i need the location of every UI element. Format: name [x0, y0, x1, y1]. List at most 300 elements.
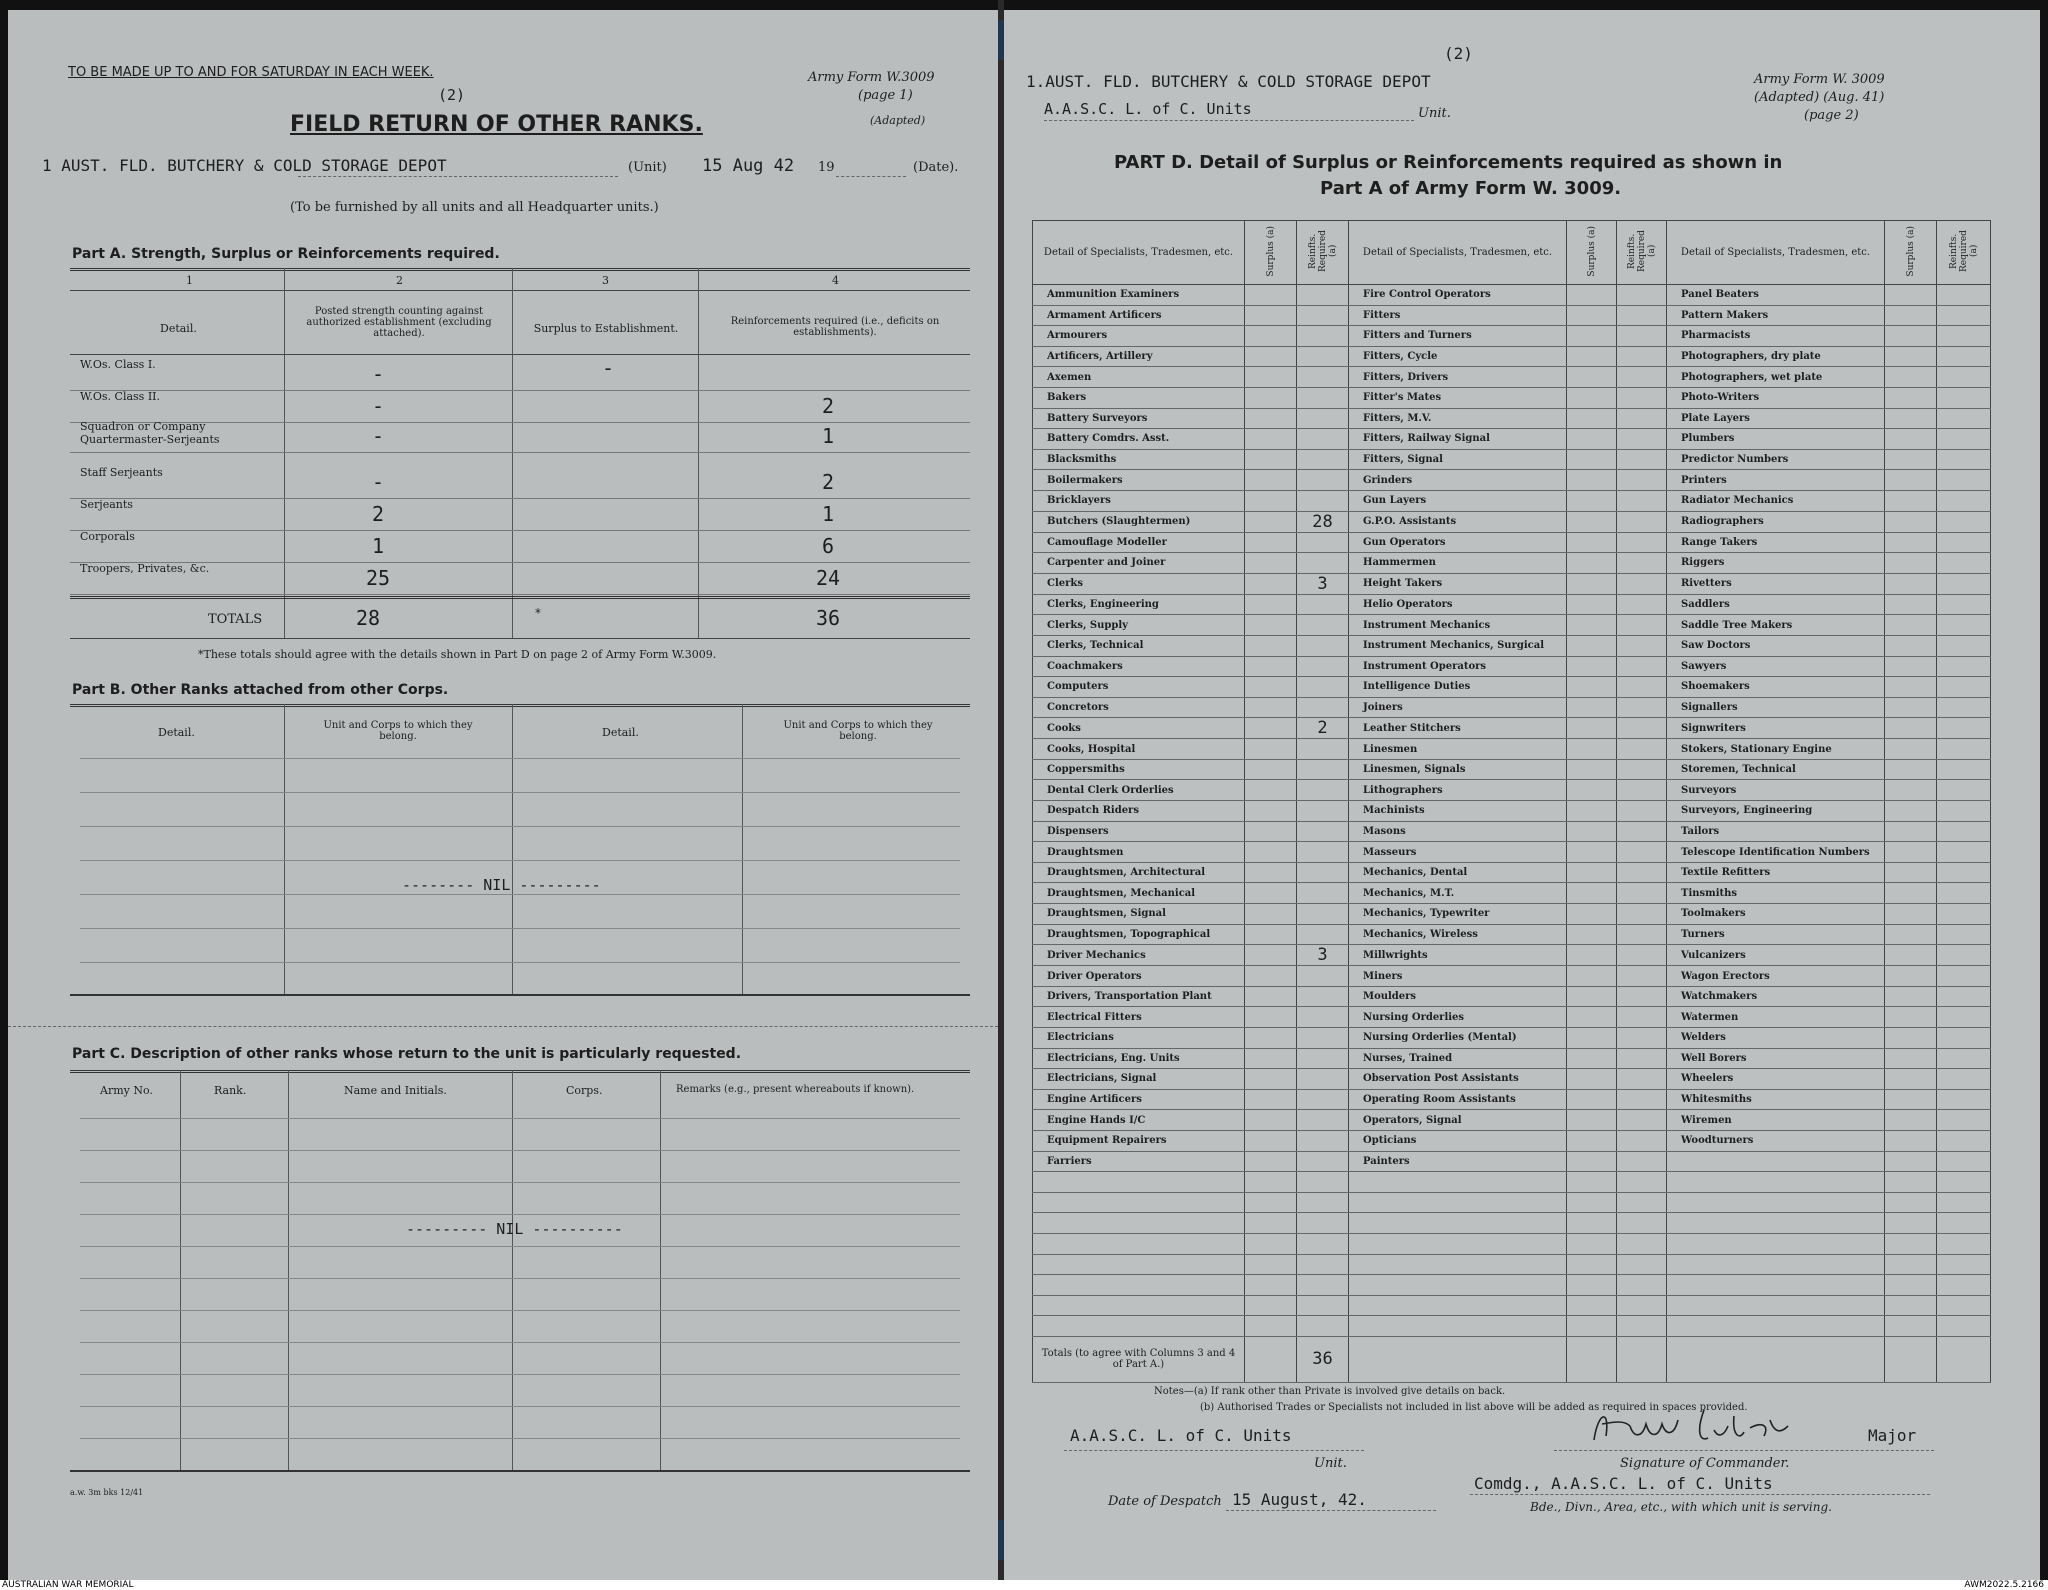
partD-title-2: Part A of Army Form W. 3009. [1320, 178, 1622, 199]
trade-name: Woodturners [1667, 1130, 1885, 1151]
trade-reinf [1297, 470, 1349, 491]
year-prefix: 19 [818, 160, 835, 175]
trade-name: Saddlers [1667, 594, 1885, 615]
trade-reinf [1297, 367, 1349, 388]
partB-col-unit: Unit and Corps to which they belong. [323, 720, 473, 742]
page-number: (2) [438, 86, 466, 104]
header-note: TO BE MADE UP TO AND FOR SATURDAY IN EACH WEEK. [68, 65, 434, 80]
trade-name: Fitters, Cycle [1349, 346, 1567, 367]
trade-name: Concretors [1033, 697, 1245, 718]
partD-row [1033, 718, 1991, 739]
partC-rule [80, 1374, 960, 1375]
partA-row-posted: 25 [365, 566, 391, 590]
partC-rule [80, 1438, 960, 1439]
trade-name: Electricians [1033, 1028, 1245, 1049]
trade-name: Instrument Mechanics [1349, 615, 1567, 636]
trade-name: Height Takers [1349, 573, 1567, 594]
trade-name: Driver Mechanics [1033, 945, 1245, 966]
trade-name: Well Borers [1667, 1048, 1885, 1069]
partD-row [1033, 635, 1991, 656]
partD-row [1033, 387, 1991, 408]
trade-name: Intelligence Duties [1349, 677, 1567, 698]
partD-table [1032, 220, 1991, 1383]
trade-name: Driver Operators [1033, 966, 1245, 987]
form-id: Army Form W.3009 [808, 70, 935, 85]
trade-reinf [1297, 966, 1349, 987]
partD-row [1033, 862, 1991, 883]
unit-label: Unit. [1418, 106, 1451, 121]
col-num: 1 [186, 274, 193, 287]
partA-col-detail: Detail. [160, 322, 197, 335]
bde-label: Bde., Divn., Area, etc., with which unit is serving. [1530, 1500, 1832, 1514]
trade-name: Storemen, Technical [1667, 759, 1885, 780]
trade-name: Leather Stitchers [1349, 718, 1567, 739]
partD-title-1: PART D. Detail of Surplus or Reinforcements required as shown in [1114, 152, 1783, 173]
trade-name: Dispensers [1033, 821, 1245, 842]
partA-row-posted: - [371, 424, 385, 448]
partA-row-reinf: 1 [821, 502, 835, 526]
partC-rule [80, 1406, 960, 1407]
partB-col-unit2: Unit and Corps to which they belong. [783, 720, 933, 742]
trade-reinf [1297, 656, 1349, 677]
partC-heading: Part C. Description of other ranks whose return to the unit is particularly requested. [72, 1046, 742, 1062]
partD-row [1033, 1069, 1991, 1090]
trade-name: G.P.O. Assistants [1349, 511, 1567, 532]
col-reinf: Reinfts. Required (a) [1626, 230, 1657, 272]
partC-rule [80, 1150, 960, 1151]
trade-name: Electrical Fitters [1033, 1007, 1245, 1028]
trade-name: Watermen [1667, 1007, 1885, 1028]
trade-name: Engine Artificers [1033, 1089, 1245, 1110]
trade-name: Radiographers [1667, 511, 1885, 532]
trade-name [1667, 1151, 1885, 1172]
footer [0, 1580, 2048, 1590]
trade-reinf [1297, 615, 1349, 636]
unit-name: 1 AUST. FLD. BUTCHERY & COLD STORAGE DEPOT [42, 156, 447, 175]
trade-name: Photographers, wet plate [1667, 367, 1885, 388]
trade-name: Drivers, Transportation Plant [1033, 986, 1245, 1007]
trade-name: Fitters [1349, 305, 1567, 326]
form-id: Army Form W. 3009 [1754, 72, 1885, 87]
partD-row [1033, 573, 1991, 594]
partD-row [1033, 1151, 1991, 1172]
partD-row [1033, 1275, 1991, 1296]
trade-name: Carpenter and Joiner [1033, 553, 1245, 574]
partD-row [1033, 945, 1991, 966]
date-label: (Date). [913, 160, 959, 175]
trade-name: Mechanics, Wireless [1349, 924, 1567, 945]
trade-reinf [1297, 1110, 1349, 1131]
trade-name: Gun Layers [1349, 490, 1567, 511]
trade-name: Operators, Signal [1349, 1110, 1567, 1131]
trade-reinf [1297, 1069, 1349, 1090]
partD-row [1033, 449, 1991, 470]
partB-rule [80, 826, 960, 827]
trade-name: Welders [1667, 1028, 1885, 1049]
partB-rule [80, 894, 960, 895]
partA-row-line [70, 594, 970, 595]
col-surplus: Surplus (a) [1586, 225, 1597, 277]
trade-reinf: 3 [1297, 573, 1349, 594]
partA-row-posted: - [371, 394, 385, 418]
partA-row-detail: W.Os. Class II. [80, 390, 161, 403]
partA-row-line [70, 452, 970, 453]
partB-col-detail: Detail. [158, 726, 195, 739]
despatch-label: Date of Despatch [1108, 1494, 1222, 1509]
partD-row [1033, 1192, 1991, 1213]
trade-name: Predictor Numbers [1667, 449, 1885, 470]
trade-name: Clerks, Supply [1033, 615, 1245, 636]
trade-name: Plumbers [1667, 429, 1885, 450]
trade-name: Engine Hands I/C [1033, 1110, 1245, 1131]
trade-name: Nursing Orderlies [1349, 1007, 1567, 1028]
trade-name: Tinsmiths [1667, 883, 1885, 904]
trade-name: Wagon Erectors [1667, 966, 1885, 987]
form-title: FIELD RETURN OF OTHER RANKS. [290, 112, 703, 137]
col-num: 2 [396, 274, 403, 287]
partA-row-reinf: 1 [821, 424, 835, 448]
trade-name: Axemen [1033, 367, 1245, 388]
partD-row [1033, 1295, 1991, 1316]
trade-name: Whitesmiths [1667, 1089, 1885, 1110]
trade-name: Machinists [1349, 801, 1567, 822]
trade-name: Draughtsmen, Topographical [1033, 924, 1245, 945]
trade-name: Tailors [1667, 821, 1885, 842]
trade-reinf [1297, 883, 1349, 904]
trade-reinf [1297, 904, 1349, 925]
partC-rule [80, 1342, 960, 1343]
signature-label: Signature of Commander. [1620, 1456, 1790, 1471]
partC-col-rank: Rank. [214, 1084, 247, 1097]
footer-right: AWM2022.5.2166 [1964, 1580, 2044, 1590]
comdg: Comdg., A.A.S.C. L. of C. Units [1474, 1474, 1773, 1493]
totals-reinf: 36 [815, 606, 841, 630]
trade-reinf: 2 [1297, 718, 1349, 739]
trade-reinf [1297, 1130, 1349, 1151]
partC-rule [80, 1214, 960, 1215]
partD-row [1033, 429, 1991, 450]
partA-row-posted: 2 [371, 502, 385, 526]
trade-name: Pattern Makers [1667, 305, 1885, 326]
commander-signature [1584, 1402, 1804, 1450]
trade-name: Clerks, Engineering [1033, 594, 1245, 615]
partA-row-detail: Squadron or Company Quartermaster-Serjeants [80, 420, 220, 446]
trade-name: Saw Doctors [1667, 635, 1885, 656]
partC-col-armyno: Army No. [100, 1084, 153, 1097]
trade-reinf [1297, 635, 1349, 656]
partD-row [1033, 285, 1991, 306]
trade-name: Surveyors [1667, 780, 1885, 801]
trade-reinf [1297, 305, 1349, 326]
trade-name: Signallers [1667, 697, 1885, 718]
trade-name: Instrument Mechanics, Surgical [1349, 635, 1567, 656]
partC-col-remarks: Remarks (e.g., present whereabouts if known). [676, 1084, 915, 1095]
trade-name: Joiners [1349, 697, 1567, 718]
trade-name: Grinders [1349, 470, 1567, 491]
trade-name: Rivetters [1667, 573, 1885, 594]
trade-name: Toolmakers [1667, 904, 1885, 925]
col-detail: Detail of Specialists, Tradesmen, etc. [1667, 221, 1885, 285]
trade-reinf [1297, 821, 1349, 842]
page-1 [8, 10, 998, 1580]
partA-col-reinf: Reinforcements required (i.e., deficits on establishments). [730, 316, 940, 338]
trade-name: Linesmen [1349, 739, 1567, 760]
partA-row-reinf: 2 [821, 470, 835, 494]
partA-row-detail: W.Os. Class I. [80, 358, 156, 371]
partD-row [1033, 780, 1991, 801]
trade-reinf: 3 [1297, 945, 1349, 966]
partC-col-corps: Corps. [566, 1084, 603, 1097]
trade-name: Dental Clerk Orderlies [1033, 780, 1245, 801]
trade-name: Painters [1349, 1151, 1567, 1172]
unit-name: 1.AUST. FLD. BUTCHERY & COLD STORAGE DEPOT [1026, 72, 1431, 91]
print-code: a.w. 3m bks 12/41 [70, 1488, 144, 1497]
despatch-value: 15 August, 42. [1232, 1490, 1367, 1509]
trade-name: Bakers [1033, 387, 1245, 408]
trade-reinf [1297, 346, 1349, 367]
trade-name: Mechanics, Dental [1349, 862, 1567, 883]
partB-col-detail2: Detail. [602, 726, 639, 739]
trade-name: Masons [1349, 821, 1567, 842]
trade-name: Wiremen [1667, 1110, 1885, 1131]
trade-name: Masseurs [1349, 842, 1567, 863]
partA-row-detail: Troopers, Privates, &c. [80, 562, 210, 575]
partD-row [1033, 1233, 1991, 1254]
col-surplus: Surplus (a) [1265, 225, 1276, 277]
trade-name: Fire Control Operators [1349, 285, 1567, 306]
trade-name: Fitters, Railway Signal [1349, 429, 1567, 450]
trade-name: Bricklayers [1033, 490, 1245, 511]
partA-row-posted: - [371, 470, 385, 494]
trade-reinf [1297, 429, 1349, 450]
trade-reinf [1297, 532, 1349, 553]
totals-posted: 28 [355, 606, 381, 630]
commander-rank: Major [1868, 1426, 1917, 1445]
trade-name: Nurses, Trained [1349, 1048, 1567, 1069]
unit-sign: A.A.S.C. L. of C. Units [1070, 1426, 1292, 1445]
col-reinf: Reinfts. Required (a) [1948, 230, 1979, 272]
trade-reinf [1297, 677, 1349, 698]
trade-reinf [1297, 387, 1349, 408]
trade-name: Despatch Riders [1033, 801, 1245, 822]
partD-row [1033, 511, 1991, 532]
partB-nil: -------- NIL --------- [402, 876, 601, 894]
trade-name: Electricians, Signal [1033, 1069, 1245, 1090]
partD-row [1033, 1316, 1991, 1337]
partD-row [1033, 904, 1991, 925]
trade-name: Draughtsmen, Architectural [1033, 862, 1245, 883]
trade-reinf [1297, 408, 1349, 429]
adapted-label: (Adapted) (Aug. 41) [1754, 90, 1885, 105]
trade-name: Blacksmiths [1033, 449, 1245, 470]
trade-name: Surveyors, Engineering [1667, 801, 1885, 822]
trade-reinf [1297, 594, 1349, 615]
partA-heading: Part A. Strength, Surplus or Reinforcements required. [72, 246, 500, 262]
partA-row-posted: - [371, 362, 385, 386]
trade-reinf [1297, 449, 1349, 470]
partD-row [1033, 986, 1991, 1007]
page-number: (2) [1444, 44, 1473, 63]
trade-name: Mechanics, M.T. [1349, 883, 1567, 904]
partD-row [1033, 615, 1991, 636]
col-detail: Detail of Specialists, Tradesmen, etc. [1349, 221, 1567, 285]
partD-row [1033, 470, 1991, 491]
trade-reinf [1297, 1007, 1349, 1028]
partD-row [1033, 1172, 1991, 1193]
trade-reinf [1297, 801, 1349, 822]
trade-name: Plate Layers [1667, 408, 1885, 429]
partB-rule [80, 928, 960, 929]
trade-name: Photographers, dry plate [1667, 346, 1885, 367]
page-label: (page 1) [858, 88, 913, 103]
partD-row [1033, 677, 1991, 698]
trade-reinf [1297, 1089, 1349, 1110]
trade-reinf [1297, 842, 1349, 863]
partD-row [1033, 1213, 1991, 1234]
trade-name: Artificers, Artillery [1033, 346, 1245, 367]
partA-row-surplus: - [601, 356, 615, 380]
trade-name: Helio Operators [1349, 594, 1567, 615]
trade-name: Watchmakers [1667, 986, 1885, 1007]
trade-name: Coppersmiths [1033, 759, 1245, 780]
trade-reinf [1297, 326, 1349, 347]
partD-row [1033, 1254, 1991, 1275]
trade-name: Fitters and Turners [1349, 326, 1567, 347]
trade-reinf [1297, 759, 1349, 780]
trade-name: Panel Beaters [1667, 285, 1885, 306]
trade-name: Riggers [1667, 553, 1885, 574]
partB-rule [80, 758, 960, 759]
page-label: (page 2) [1804, 108, 1859, 123]
trade-name: Fitters, M.V. [1349, 408, 1567, 429]
partD-row [1033, 966, 1991, 987]
trade-reinf [1297, 553, 1349, 574]
trade-name: Photo-Writers [1667, 387, 1885, 408]
trade-name: Shoemakers [1667, 677, 1885, 698]
partD-row [1033, 821, 1991, 842]
trade-name: Farriers [1033, 1151, 1245, 1172]
trade-reinf [1297, 697, 1349, 718]
trade-reinf: 28 [1297, 511, 1349, 532]
partD-row [1033, 883, 1991, 904]
trade-name: Mechanics, Typewriter [1349, 904, 1567, 925]
trade-reinf [1297, 285, 1349, 306]
partD-row [1033, 553, 1991, 574]
totals-label: Totals (to agree with Columns 3 and 4 of Part A.) [1033, 1336, 1245, 1382]
trade-name: Stokers, Stationary Engine [1667, 739, 1885, 760]
partD-row [1033, 490, 1991, 511]
partD-row [1033, 842, 1991, 863]
trade-name: Clerks, Technical [1033, 635, 1245, 656]
col-num: 3 [602, 274, 609, 287]
furnish-note: (To be furnished by all units and all Headquarter units.) [290, 200, 659, 215]
partD-row [1033, 1110, 1991, 1131]
trade-name: Armourers [1033, 326, 1245, 347]
trade-reinf [1297, 1048, 1349, 1069]
partD-row [1033, 326, 1991, 347]
trade-name: Draughtsmen [1033, 842, 1245, 863]
date-value: 15 Aug 42 [702, 156, 795, 176]
partB-rule [80, 792, 960, 793]
trade-name: Wheelers [1667, 1069, 1885, 1090]
trade-reinf [1297, 1028, 1349, 1049]
trade-name: Draughtsmen, Mechanical [1033, 883, 1245, 904]
partD-row [1033, 739, 1991, 760]
trade-name: Armament Artificers [1033, 305, 1245, 326]
trade-name: Cooks [1033, 718, 1245, 739]
partD-row [1033, 532, 1991, 553]
trade-name: Opticians [1349, 1130, 1567, 1151]
partB-heading: Part B. Other Ranks attached from other Corps. [72, 682, 449, 698]
partD-row [1033, 801, 1991, 822]
trade-name: Ammunition Examiners [1033, 285, 1245, 306]
trade-name: Boilermakers [1033, 470, 1245, 491]
trade-name: Draughtsmen, Signal [1033, 904, 1245, 925]
col-num: 4 [832, 274, 839, 287]
col-surplus: Surplus (a) [1905, 225, 1916, 277]
col-detail: Detail of Specialists, Tradesmen, etc. [1033, 221, 1245, 285]
note-a: Notes—(a) If rank other than Private is involved give details on back. [1154, 1386, 1506, 1397]
trade-name: Equipment Repairers [1033, 1130, 1245, 1151]
trade-name: Instrument Operators [1349, 656, 1567, 677]
trade-name: Saddle Tree Makers [1667, 615, 1885, 636]
partC-col-name: Name and Initials. [344, 1084, 447, 1097]
partD-row [1033, 367, 1991, 388]
partD-row [1033, 594, 1991, 615]
totals-value: 36 [1297, 1336, 1349, 1382]
trade-name: Range Takers [1667, 532, 1885, 553]
trade-name: Observation Post Assistants [1349, 1069, 1567, 1090]
partD-row [1033, 656, 1991, 677]
trade-name: Sawyers [1667, 656, 1885, 677]
partA-row-reinf: 24 [815, 566, 841, 590]
partD-row [1033, 1048, 1991, 1069]
partD-row [1033, 697, 1991, 718]
partA-row-detail: Staff Serjeants [80, 466, 163, 479]
totals-surplus: * [534, 606, 542, 620]
partB-rule [80, 860, 960, 861]
col-reinf: Reinfts. Required (a) [1307, 230, 1338, 272]
trade-reinf [1297, 862, 1349, 883]
trade-name: Battery Comdrs. Asst. [1033, 429, 1245, 450]
partC-rule [80, 1310, 960, 1311]
trade-name: Butchers (Slaughtermen) [1033, 511, 1245, 532]
partA-footnote: *These totals should agree with the details shown in Part D on page 2 of Army Form W.3009. [198, 648, 717, 661]
trade-name: Moulders [1349, 986, 1567, 1007]
trade-name: Computers [1033, 677, 1245, 698]
trade-name: Lithographers [1349, 780, 1567, 801]
partC-rule [80, 1182, 960, 1183]
trade-name: Signwriters [1667, 718, 1885, 739]
trade-name: Camouflage Modeller [1033, 532, 1245, 553]
trade-name: Radiator Mechanics [1667, 490, 1885, 511]
partC-nil: --------- NIL ---------- [406, 1220, 623, 1238]
page-2 [1004, 10, 2040, 1580]
trade-name: Turners [1667, 924, 1885, 945]
trade-name: Textile Refitters [1667, 862, 1885, 883]
trade-name: Printers [1667, 470, 1885, 491]
trade-name: Pharmacists [1667, 326, 1885, 347]
partB-rule [80, 962, 960, 963]
partA-row-reinf: 2 [821, 394, 835, 418]
unit-sub: A.A.S.C. L. of C. Units [1044, 100, 1252, 118]
trade-name: Operating Room Assistants [1349, 1089, 1567, 1110]
trade-name: Battery Surveyors [1033, 408, 1245, 429]
partD-row [1033, 408, 1991, 429]
trade-name: Hammermen [1349, 553, 1567, 574]
partD-row [1033, 1130, 1991, 1151]
trade-name: Vulcanizers [1667, 945, 1885, 966]
